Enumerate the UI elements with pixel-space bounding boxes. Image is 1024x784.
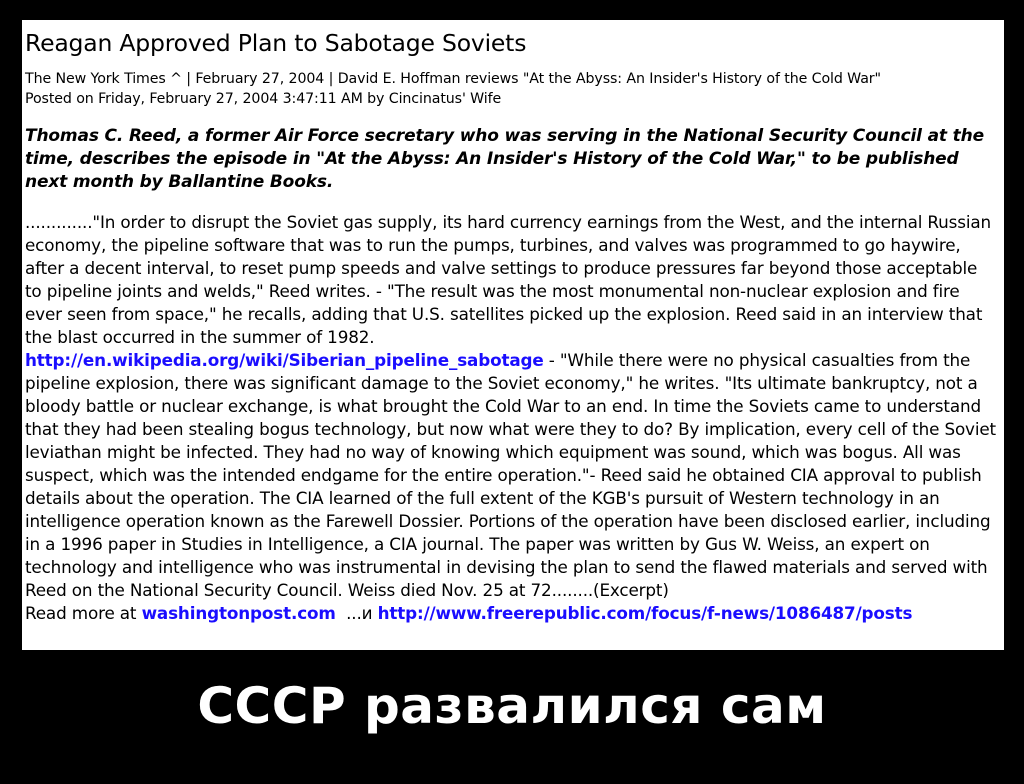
body-paragraph-1: ............."In order to disrupt the Soviet gas supply, its hard currency earnings from the West, and the internal Russian economy, the pipeline software that was to run the pumps, turbines, and valves was programmed to go haywire, after a decent interval, to reset pump speeds and valve settings to produce pressures far beyond those acceptable to pipeline joints and welds," Reed writes. - "The result was the most monumental non-nuclear explosion and fire ever seen from space," he recalls, adding that U.S. satellites picked up the explosion. Reed said in an interview that the blast occurred in the summer of 1982. xyxy=(25,212,991,347)
read-more-label: Read more at xyxy=(25,603,142,623)
meta-source-line: The New York Times ^ | February 27, 2004 | David E. Hoffman reviews "At the Abyss: An Insider's History of the Cold War" xyxy=(25,71,881,87)
wikipedia-link[interactable]: http://en.wikipedia.org/wiki/Siberian_pipeline_sabotage xyxy=(25,350,544,370)
article-meta xyxy=(25,69,998,109)
meta-posted-line: Posted on Friday, February 27, 2004 3:47:11 AM by Cincinatus' Wife xyxy=(25,91,502,107)
freerepublic-link[interactable]: http://www.freerepublic.com/focus/f-news/1086487/posts xyxy=(377,603,913,623)
demotivator-caption: СССР развалился сам xyxy=(197,677,827,735)
washingtonpost-link[interactable]: washingtonpost.com xyxy=(141,603,336,623)
and-text: ...и xyxy=(335,603,378,623)
body-paragraph-2: - "While there were no physical casualties from the pipeline explosion, there was significant damage to the Soviet economy," he writes. "Its ultimate bankruptcy, not a bloody battle or nuclear exchange, is what brought the Cold War to an end. In time the Soviets came to understand that they had been stealing bogus technology, but now what were they to do? By implication, every cell of the Soviet leviathan might be infected. They had no way of knowing which equipment was sound, which was bogus. All was suspect, which was the intended endgame for the entire operation."- Reed said he obtained CIA approval to publish details about the operation. The CIA learned of the full extent of the KGB's pursuit of Western technology in an intelligence operation known as the Farewell Dossier. Portions of the operation have been disclosed earlier, including in a 1996 paper in Studies in Intelligence, a CIA journal. The paper was written by Gus W. Weiss, an expert on technology and intelligence who was instrumental in devising the plan to send the flawed materials and served with Reed on the National Security Council. Weiss died Nov. 25 at 72........(Excerpt) xyxy=(25,350,996,600)
article-panel xyxy=(22,20,1004,650)
article-body xyxy=(25,211,998,625)
article-lede: Thomas C. Reed, a former Air Force secretary who was serving in the National Security Council at the time, describes the episode in "At the Abyss: An Insider's History of the Cold War," to be published next month by Ballantine Books. xyxy=(25,126,984,192)
article-title: Reagan Approved Plan to Sabotage Soviets xyxy=(25,29,527,57)
